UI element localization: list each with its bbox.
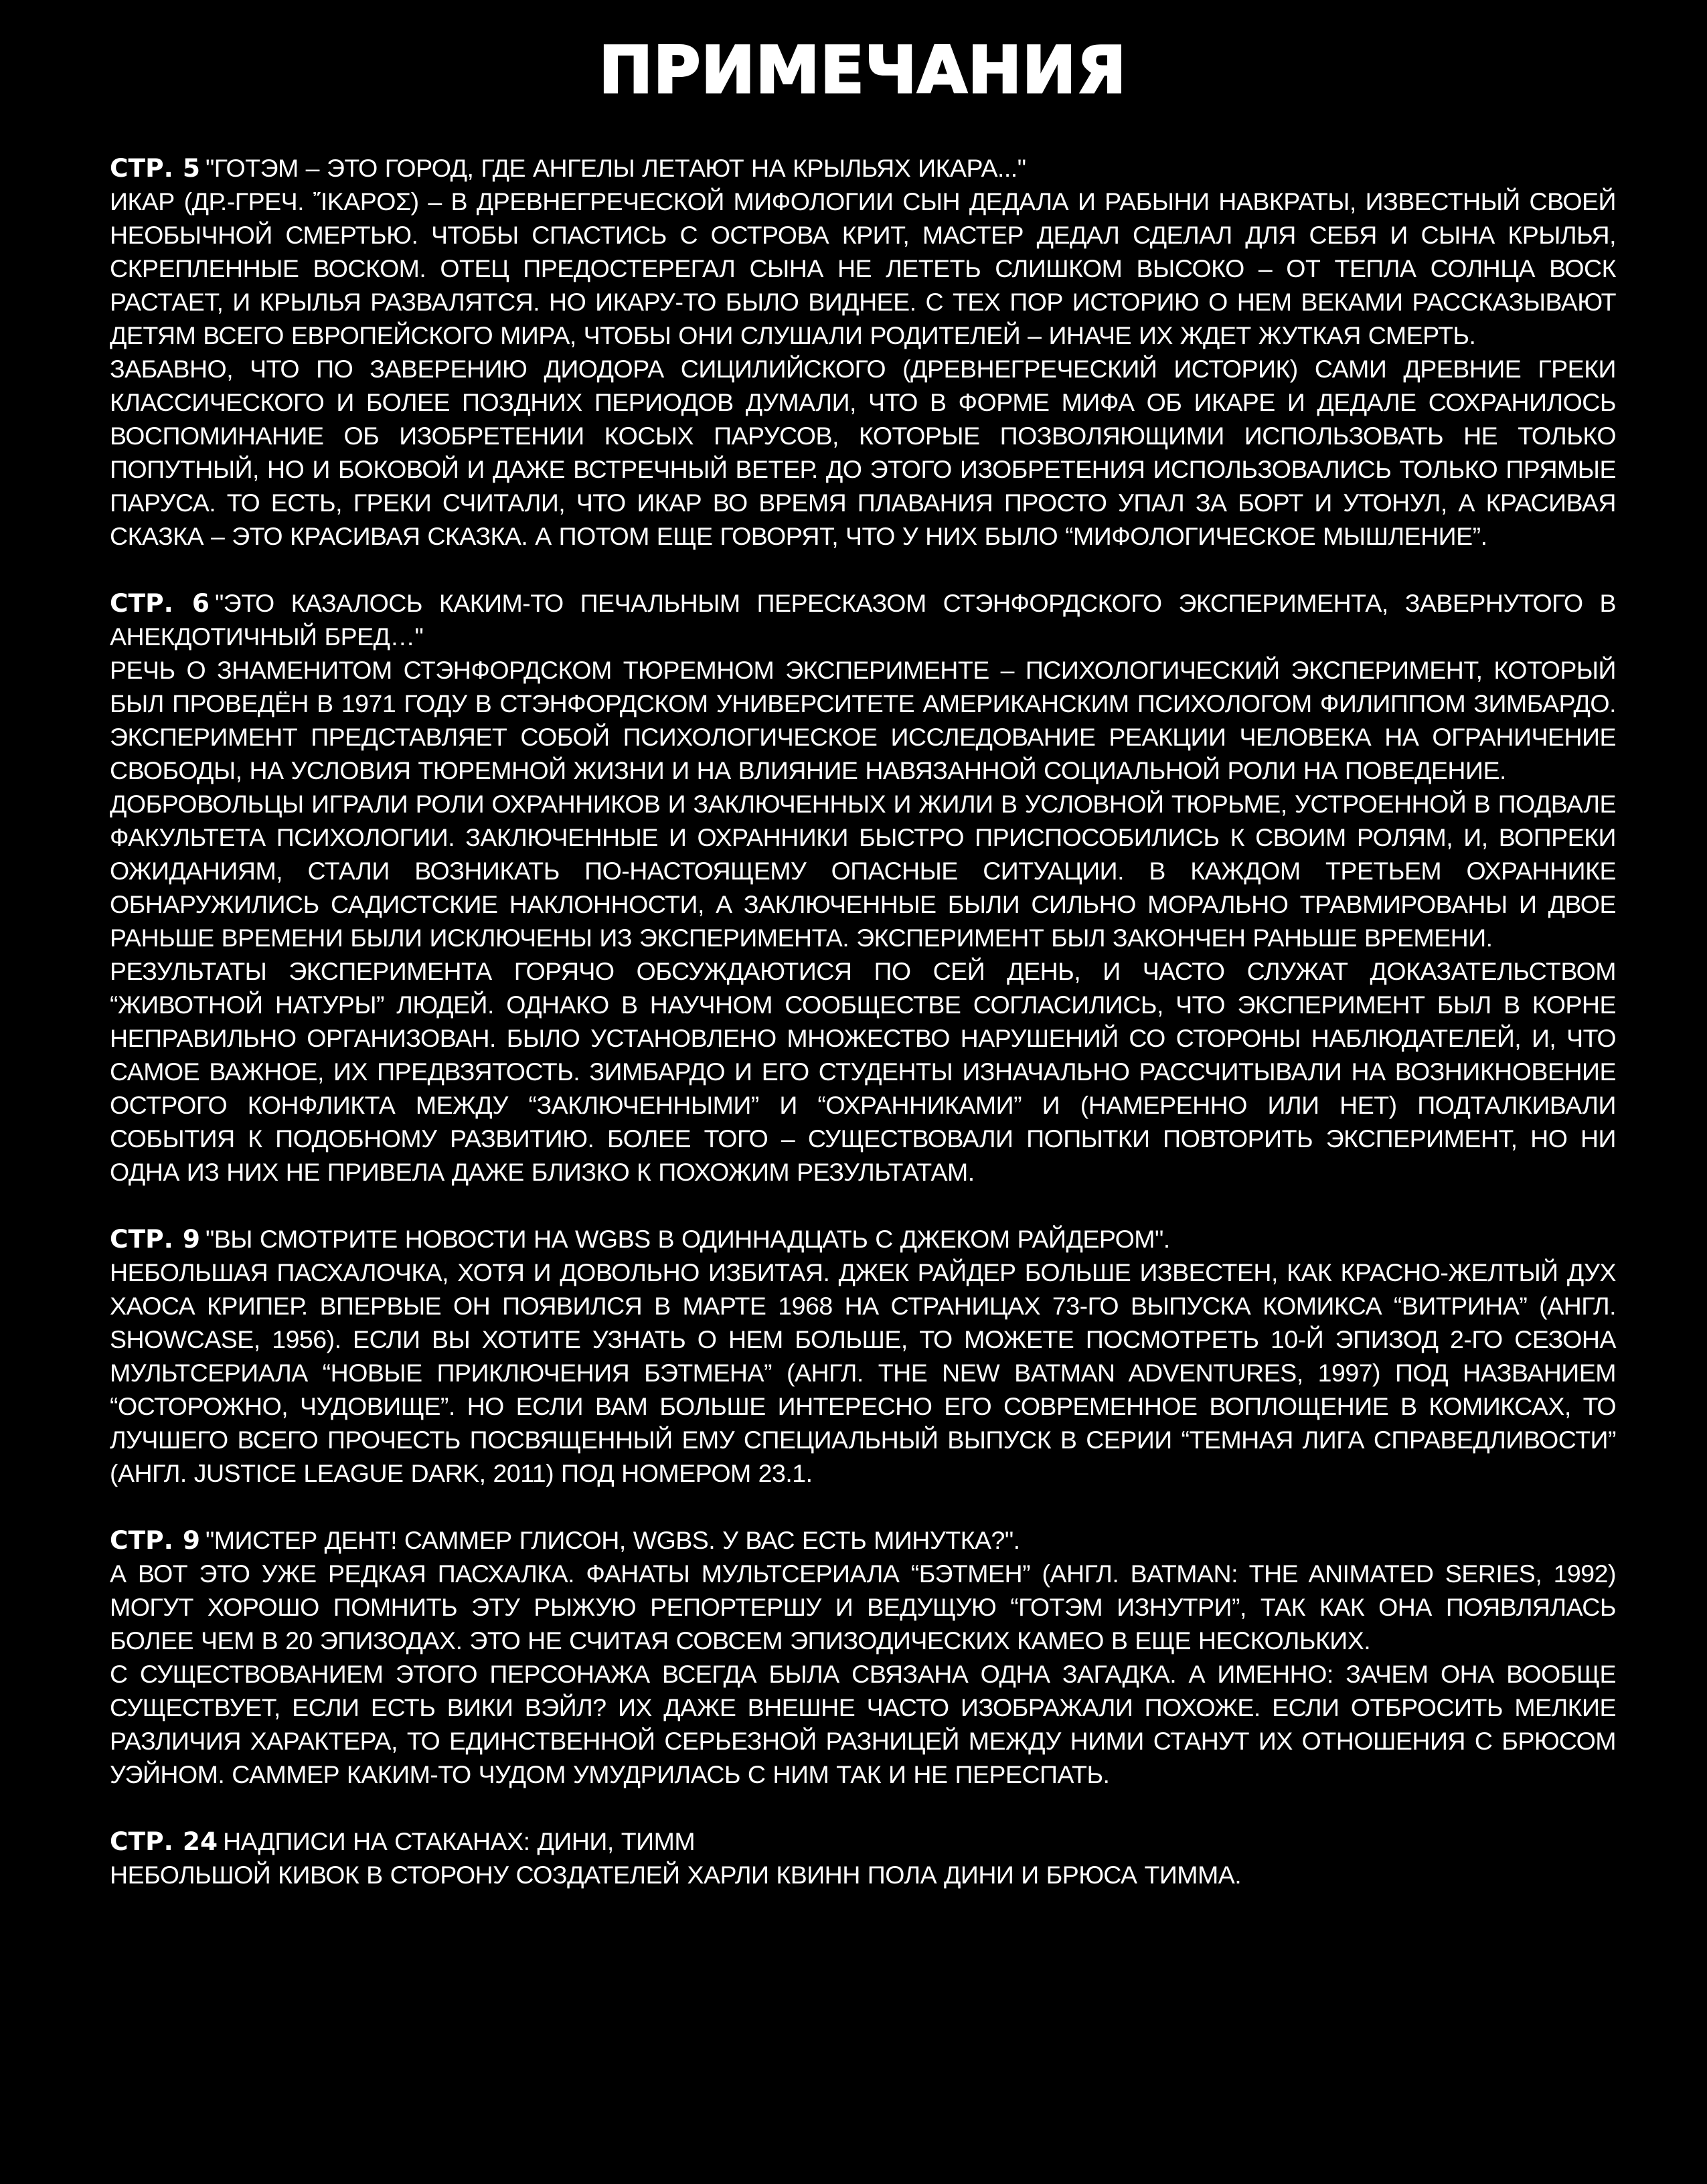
note-paragraph: РЕЗУЛЬТАТЫ ЭКСПЕРИМЕНТА ГОРЯЧО ОБСУЖДАЮТИСЯ ПО СЕЙ ДЕНЬ, И ЧАСТО СЛУЖАТ ДОКАЗАТЕЛЬСТВОМ “ЖИВОТНОЙ НАТУРЫ” ЛЮДЕЙ. ОДНАКО В НАУЧНОМ СООБЩЕСТВЕ СОГЛАСИЛИСЬ, ЧТО ЭКСПЕРИМЕНТ БЫЛ В КОРНЕ НЕПРАВИЛЬНО ОРГАНИЗОВАН. БЫЛО УСТАНОВЛЕНО МНОЖЕСТВО НАРУШЕНИЙ СО СТОРОНЫ НАБЛЮДАТЕЛЕЙ, И, ЧТО САМОЕ ВАЖНОЕ, ИХ ПРЕДВЗЯТОСТЬ. ЗИМБАРДО И ЕГО СТУДЕНТЫ ИЗНАЧАЛЬНО РАССЧИТЫВАЛИ НА ВОЗНИКНОВЕНИЕ ОСТРОГО КОНФЛИКТА МЕЖДУ “ЗАКЛЮЧЕННЫМИ” И “ОХРАННИКАМИ” И (НАМЕРЕННО ИЛИ НЕТ) ПОДТАЛКИВАЛИ СОБЫТИЯ К ПОДОБНОМУ РАЗВИТИЮ. БОЛЕЕ ТОГО – СУЩЕСТВОВАЛИ ПОПЫТКИ ПОВТОРИТЬ ЭКСПЕРИМЕНТ, НО НИ ОДНА ИЗ НИХ НЕ ПРИВЕЛА ДАЖЕ БЛИЗКО К ПОХОЖИМ РЕЗУЛЬТАТАМ.	[110, 957, 1616, 1186]
note-paragraph: А ВОТ ЭТО УЖЕ РЕДКАЯ ПАСХАЛКА. ФАНАТЫ МУЛЬТСЕРИАЛА “БЭТМЕН” (АНГЛ. BATMAN: THE ANIMATED SERIES, 1992) МОГУТ ХОРОШО ПОМНИТЬ ЭТУ РЫЖУЮ РЕПОРТЕРШУ И ВЕДУЩУЮ “ГОТЭМ ИЗНУТРИ”, ТАК КАК ОНА ПОЯВЛЯЛАСЬ БОЛЕЕ ЧЕМ В 20 ЭПИЗОДАХ. ЭТО НЕ СЧИТАЯ СОВСЕМ ЭПИЗОДИЧЕСКИХ КАМЕО В ЕЩЕ НЕСКОЛЬКИХ.	[110, 1560, 1616, 1655]
note-paragraph: НЕБОЛЬШАЯ ПАСХАЛОЧКА, ХОТЯ И ДОВОЛЬНО ИЗБИТАЯ. ДЖЕК РАЙДЕР БОЛЬШЕ ИЗВЕСТЕН, КАК КРАСНО-ЖЕЛТЫЙ ДУХ ХАОСА КРИПЕР. ВПЕРВЫЕ ОН ПОЯВИЛСЯ В МАРТЕ 1968 НА СТРАНИЦАХ 73-ГО ВЫПУСКА КОМИКСА “ВИТРИНА” (АНГЛ. SHOWCASE, 1956). ЕСЛИ ВЫ ХОТИТЕ УЗНАТЬ О НЕМ БОЛЬШЕ, ТО МОЖЕТЕ ПОСМОТРЕТЬ 10-Й ЭПИЗОД 2-ГО СЕЗОНА МУЛЬТСЕРИАЛА “НОВЫЕ ПРИКЛЮЧЕНИЯ БЭТМЕНА” (АНГЛ. THE NEW BATMAN ADVENTURES, 1997) ПОД НАЗВАНИЕМ “ОСТОРОЖНО, ЧУДОВИЩЕ”. НО ЕСЛИ ВАМ БОЛЬШЕ ИНТЕРЕСНО ЕГО СОВРЕМЕННОЕ ВОПЛОЩЕНИЕ В КОМИКСАХ, ТО ЛУЧШЕГО ВСЕГО ПРОЧЕСТЬ ПОСВЯЩЕННЫЙ ЕМУ СПЕЦИАЛЬНЫЙ ВЫПУСК В СЕРИИ “ТЕМНАЯ ЛИГА СПРАВЕДЛИВОСТИ” (АНГЛ. JUSTICE LEAGUE DARK, 2011) ПОД НОМЕРОМ 23.1.	[110, 1258, 1616, 1487]
page-ref: СТР. 6	[110, 588, 210, 618]
note-page-9-a	[110, 1222, 1616, 1490]
note-heading	[110, 151, 1616, 185]
note-page-5	[110, 151, 1616, 553]
note-heading	[110, 1222, 1616, 1256]
note-heading	[110, 1523, 1616, 1557]
note-page-24	[110, 1825, 1616, 1892]
note-quote: "ЭТО КАЗАЛОСЬ КАКИМ-ТО ПЕЧАЛЬНЫМ ПЕРЕСКАЗОМ СТЭНФОРДСКОГО ЭКСПЕРИМЕНТА, ЗАВЕРНУТОГО В АНЕКДОТИЧНЫЙ БРЕД…"	[110, 589, 1616, 651]
note-page-9-b	[110, 1523, 1616, 1791]
note-paragraph: С СУЩЕСТВОВАНИЕМ ЭТОГО ПЕРСОНАЖА ВСЕГДА БЫЛА СВЯЗАНА ОДНА ЗАГАДКА. А ИМЕННО: ЗАЧЕМ ОНА ВООБЩЕ СУЩЕСТВУЕТ, ЕСЛИ ЕСТЬ ВИКИ ВЭЙЛ? ИХ ДАЖЕ ВНЕШНЕ ЧАСТО ИЗОБРАЖАЛИ ПОХОЖЕ. ЕСЛИ ОТБРОСИТЬ МЕЛКИЕ РАЗЛИЧИЯ ХАРАКТЕРА, ТО ЕДИНСТВЕННОЙ СЕРЬЕЗНОЙ РАЗНИЦЕЙ МЕЖДУ НИМИ СТАНУТ ИХ ОТНОШЕНИЯ С БРЮСОМ УЭЙНОМ. САММЕР КАКИМ-ТО ЧУДОМ УМУДРИЛАСЬ С НИМ ТАК И НЕ ПЕРЕСПАТЬ.	[110, 1660, 1616, 1788]
page-ref: СТР. 9	[110, 1525, 200, 1555]
note-paragraph: ИКАР (ДР.-ГРЕЧ. ἼΚΑΡΟΣ) – В ДРЕВНЕГРЕЧЕСКОЙ МИФОЛОГИИ СЫН ДЕДАЛА И РАБЫНИ НАВКРАТЫ, ИЗВЕСТНЫЙ СВОЕЙ НЕОБЫЧНОЙ СМЕРТЬЮ. ЧТОБЫ СПАСТИСЬ С ОСТРОВА КРИТ, МАСТЕР ДЕДАЛ СДЕЛАЛ ДЛЯ СЕБЯ И СЫНА КРЫЛЬЯ, СКРЕПЛЕННЫЕ ВОСКОМ. ОТЕЦ ПРЕДОСТЕРЕГАЛ СЫНА НЕ ЛЕТЕТЬ СЛИШКОМ ВЫСОКО – ОТ ТЕПЛА СОЛНЦА ВОСК РАСТАЕТ, И КРЫЛЬЯ РАЗВАЛЯТСЯ. НО ИКАРУ-ТО БЫЛО ВИДНЕЕ. С ТЕХ ПОР ИСТОРИЮ О НЕМ ВЕКАМИ РАССКАЗЫВАЮТ ДЕТЯМ ВСЕГО ЕВРОПЕЙСКОГО МИРА, ЧТОБЫ ОНИ СЛУШАЛИ РОДИТЕЛЕЙ – ИНАЧЕ ИХ ЖДЕТ ЖУТКАЯ СМЕРТЬ.	[110, 187, 1616, 349]
page-ref: СТР. 24	[110, 1827, 218, 1856]
note-paragraph: РЕЧЬ О ЗНАМЕНИТОМ СТЭНФОРДСКОМ ТЮРЕМНОМ ЭКСПЕРИМЕНТЕ – ПСИХОЛОГИЧЕСКИЙ ЭКСПЕРИМЕНТ, КОТОРЫЙ БЫЛ ПРОВЕДЁН В 1971 ГОДУ В СТЭНФОРДСКОМ УНИВЕРСИТЕТЕ АМЕРИКАНСКИМ ПСИХОЛОГОМ ФИЛИППОМ ЗИМБАРДО. ЭКСПЕРИМЕНТ ПРЕДСТАВЛЯЕТ СОБОЙ ПСИХОЛОГИЧЕСКОЕ ИССЛЕДОВАНИЕ РЕАКЦИИ ЧЕЛОВЕКА НА ОГРАНИЧЕНИЕ СВОБОДЫ, НА УСЛОВИЯ ТЮРЕМНОЙ ЖИЗНИ И НА ВЛИЯНИЕ НАВЯЗАННОЙ СОЦИАЛЬНОЙ РОЛИ НА ПОВЕДЕНИЕ.	[110, 656, 1616, 784]
note-paragraph: ЗАБАВНО, ЧТО ПО ЗАВЕРЕНИЮ ДИОДОРА СИЦИЛИЙСКОГО (ДРЕВНЕГРЕЧЕСКИЙ ИСТОРИК) САМИ ДРЕВНИЕ ГРЕКИ КЛАССИЧЕСКОГО И БОЛЕЕ ПОЗДНИХ ПЕРИОДОВ ДУМАЛИ, ЧТО В ФОРМЕ МИФА ОБ ИКАРЕ И ДЕДАЛЕ СОХРАНИЛОСЬ ВОСПОМИНАНИЕ ОБ ИЗОБРЕТЕНИИ КОСЫХ ПАРУСОВ, КОТОРЫЕ ПОЗВОЛЯЮЩИМИ ИСПОЛЬЗОВАТЬ НЕ ТОЛЬКО ПОПУТНЫЙ, НО И БОКОВОЙ И ДАЖЕ ВСТРЕЧНЫЙ ВЕТЕР. ДО ЭТОГО ИЗОБРЕТЕНИЯ ИСПОЛЬЗОВАЛИСЬ ТОЛЬКО ПРЯМЫЕ ПАРУСА. ТО ЕСТЬ, ГРЕКИ СЧИТАЛИ, ЧТО ИКАР ВО ВРЕМЯ ПЛАВАНИЯ ПРОСТО УПАЛ ЗА БОРТ И УТОНУЛ, А КРАСИВАЯ СКАЗКА – ЭТО КРАСИВАЯ СКАЗКА. А ПОТОМ ЕЩЕ ГОВОРЯТ, ЧТО У НИХ БЫЛО “МИФОЛОГИЧЕСКОЕ МЫШЛЕНИЕ”.	[110, 355, 1616, 550]
note-heading	[110, 586, 1616, 653]
note-page-6	[110, 586, 1616, 1189]
note-quote: "МИСТЕР ДЕНТ! САММЕР ГЛИСОН, WGBS. У ВАС ЕСТЬ МИНУТКА?".	[205, 1526, 1020, 1554]
note-quote: НАДПИСИ НА СТАКАНАХ: ДИНИ, ТИММ	[223, 1827, 696, 1855]
notes-page	[110, 27, 1616, 1925]
note-heading	[110, 1825, 1616, 1858]
note-quote: "ГОТЭМ – ЭТО ГОРОД, ГДЕ АНГЕЛЫ ЛЕТАЮТ НА КРЫЛЬЯХ ИКАРА..."	[205, 154, 1026, 182]
page-ref: СТР. 9	[110, 1224, 200, 1254]
note-paragraph: ДОБРОВОЛЬЦЫ ИГРАЛИ РОЛИ ОХРАННИКОВ И ЗАКЛЮЧЕННЫХ И ЖИЛИ В УСЛОВНОЙ ТЮРЬМЕ, УСТРОЕННОЙ В ПОДВАЛЕ ФАКУЛЬТЕТА ПСИХОЛОГИИ. ЗАКЛЮЧЕННЫЕ И ОХРАННИКИ БЫСТРО ПРИСПОСОБИЛИСЬ К СВОИМ РОЛЯМ, И, ВОПРЕКИ ОЖИДАНИЯМ, СТАЛИ ВОЗНИКАТЬ ПО-НАСТОЯЩЕМУ ОПАСНЫЕ СИТУАЦИИ. В КАЖДОМ ТРЕТЬЕМ ОХРАННИКЕ ОБНАРУЖИЛИСЬ САДИСТСКИЕ НАКЛОННОСТИ, А ЗАКЛЮЧЕННЫЕ БЫЛИ СИЛЬНО МОРАЛЬНО ТРАВМИРОВАНЫ И ДВОЕ РАНЬШЕ ВРЕМЕНИ БЫЛИ ИСКЛЮЧЕНЫ ИЗ ЭКСПЕРИМЕНТА. ЭКСПЕРИМЕНТ БЫЛ ЗАКОНЧЕН РАНЬШЕ ВРЕМЕНИ.	[110, 790, 1616, 952]
page-title: ПРИМЕЧАНИЯ	[598, 33, 1127, 108]
note-quote: "ВЫ СМОТРИТЕ НОВОСТИ НА WGBS В ОДИННАДЦАТЬ С ДЖЕКОМ РАЙДЕРОМ".	[205, 1225, 1170, 1253]
note-paragraph: НЕБОЛЬШОЙ КИВОК В СТОРОНУ СОЗДАТЕЛЕЙ ХАРЛИ КВИНН ПОЛА ДИНИ И БРЮСА ТИММА.	[110, 1861, 1242, 1889]
page-ref: СТР. 5	[110, 153, 200, 183]
